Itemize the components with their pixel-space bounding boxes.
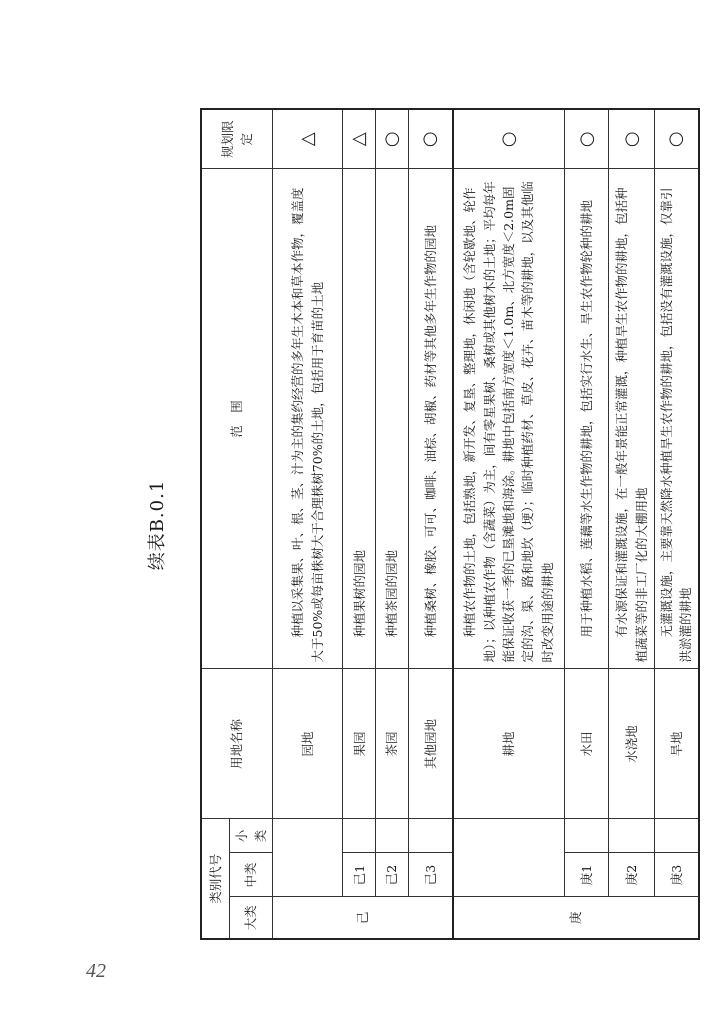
header-major: 大类 (229, 897, 273, 939)
cell-scope-cultivated-land: 种植农作物的土地，包括熟地，新开发、复垦、整理地，休闲地（含轮歇地、轮作地）；以种植农作物（含蔬菜）为主，间有零星果树、桑树或其他树木的土地；平均每年能保证收获一季的已垦滩地和海涂。耕地中包括南方宽度＜1.0m、北方宽度＜2.0m固定的沟、渠、路和地坎（埂）；临时种植药材、草皮、花卉、苗木等的耕地，以及其他临时改变用途的耕地 (453, 169, 565, 669)
cell-major-ji: 己 (273, 897, 453, 939)
cell-limit-tea-garden: ○ (376, 109, 409, 169)
table-row (343, 109, 376, 939)
cell-code-empty (273, 819, 343, 897)
cell-major-geng: 庚 (453, 897, 699, 939)
cell-code-empty (453, 819, 565, 897)
cell-limit-other-garden: ○ (409, 109, 453, 169)
cell-minor-empty (565, 819, 609, 853)
header-medium: 中类 (229, 853, 273, 897)
table-row (565, 109, 609, 939)
header-minor: 小类 (229, 819, 273, 853)
header-planning-limit: 规划限定 (201, 109, 273, 169)
cell-scope-orchard-land: 种植以采集果、叶、根、茎、汁为主的集约经营的多年生木本和草本作物，覆盖度大于50%或每亩株树大于合理株树70%的土地，包括用于育苗的土地 (273, 169, 343, 669)
rotated-table-sheet (118, 110, 694, 940)
header-land-name: 用地名称 (201, 669, 273, 819)
header-scope: 范 围 (201, 169, 273, 669)
table-row (273, 109, 343, 939)
cell-scope-fruit-orchard: 种植果树的园地 (343, 169, 376, 669)
cell-limit-orchard-land: △ (273, 109, 343, 169)
cell-limit-fruit-orchard: △ (343, 109, 376, 169)
cell-name-tea-garden: 茶园 (376, 669, 409, 819)
cell-minor-empty (343, 819, 376, 853)
cell-minor-empty (409, 819, 453, 853)
table-row (655, 109, 699, 939)
cell-limit-dry-land: ○ (655, 109, 699, 169)
land-use-table (200, 108, 700, 940)
header-category-code: 类别代号 (201, 819, 229, 939)
cell-medium-ji1: 己1 (343, 853, 376, 897)
cell-medium-ji2: 己2 (376, 853, 409, 897)
table-caption: 续表B.0.1 (147, 479, 168, 571)
cell-minor-empty (655, 819, 699, 853)
cell-medium-geng1: 庚1 (565, 853, 609, 897)
cell-limit-paddy-field: ○ (565, 109, 609, 169)
cell-name-irrigated-land: 水浇地 (609, 669, 655, 819)
cell-scope-paddy-field: 用于种植水稻、莲藕等水生作物的耕地，包括实行水生、旱生农作物轮种的耕地 (565, 169, 609, 669)
cell-name-fruit-orchard: 果园 (343, 669, 376, 819)
cell-scope-irrigated-land: 有水源保证和灌溉设施，在一般年景能正常灌溉，种植旱生农作物的耕地，包括种植蔬菜等的非工厂化的大棚用地 (609, 169, 655, 669)
cell-name-paddy-field: 水田 (565, 669, 609, 819)
cell-medium-ji3: 己3 (409, 853, 453, 897)
cell-minor-empty (376, 819, 409, 853)
cell-minor-empty (609, 819, 655, 853)
cell-scope-dry-land: 无灌溉设施，主要靠天然降水种植旱生农作物的耕地，包括没有灌溉设施，仅靠引洪淤灌的耕地 (655, 169, 699, 669)
cell-name-dry-land: 旱地 (655, 669, 699, 819)
cell-limit-irrigated-land: ○ (609, 109, 655, 169)
page-number: 42 (86, 960, 106, 982)
cell-medium-geng3: 庚3 (655, 853, 699, 897)
cell-scope-tea-garden: 种植茶园的园地 (376, 169, 409, 669)
cell-name-other-garden: 其他园地 (409, 669, 453, 819)
cell-name-orchard-land: 园地 (273, 669, 343, 819)
header-row-1 (201, 109, 229, 939)
cell-limit-cultivated-land: ○ (453, 109, 565, 169)
table-row (376, 109, 409, 939)
table-row (409, 109, 453, 939)
cell-name-cultivated-land: 耕地 (453, 669, 565, 819)
table-row (453, 109, 565, 939)
table-row (609, 109, 655, 939)
cell-scope-other-garden: 种植桑树、橡胶、可可、咖啡、油棕、胡椒、药材等其他多年生作物的园地 (409, 169, 453, 669)
cell-medium-geng2: 庚2 (609, 853, 655, 897)
